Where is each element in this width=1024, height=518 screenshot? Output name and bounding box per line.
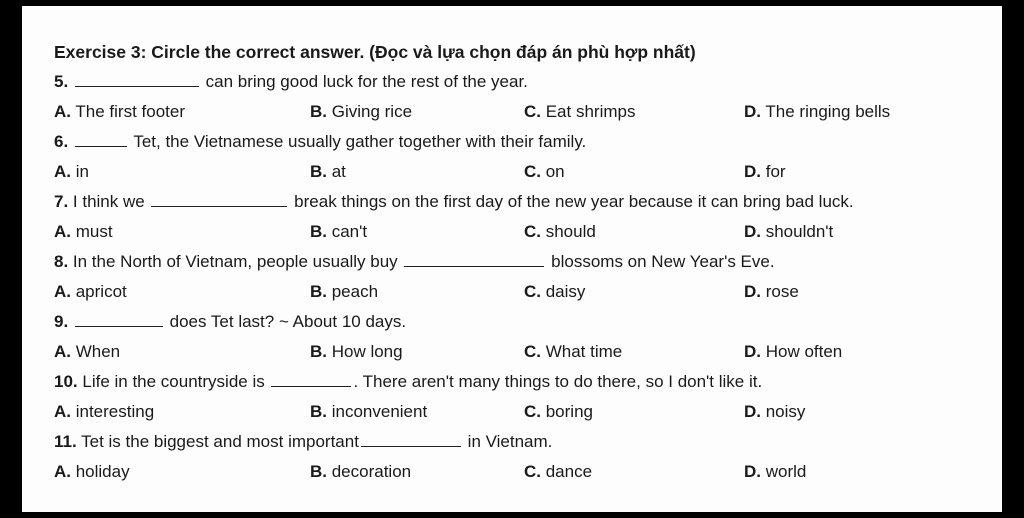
answer-blank	[75, 312, 163, 327]
option-d[interactable]: D. shouldn't	[744, 222, 834, 241]
question-7: 7. I think we break things on the first day of the new year because it can bring bad luck.	[54, 192, 854, 211]
answer-blank	[404, 252, 544, 267]
option-a[interactable]: A. When	[54, 342, 121, 361]
question-8: 8. In the North of Vietnam, people usually buy blossoms on New Year's Eve.	[54, 252, 775, 271]
options-7	[54, 222, 994, 242]
option-c[interactable]: C. on	[524, 162, 565, 181]
question-5: 5. can bring good luck for the rest of the year.	[54, 72, 528, 91]
question-number: 11.	[54, 432, 77, 451]
option-b[interactable]: B. decoration	[310, 462, 412, 481]
option-d[interactable]: D. How often	[744, 342, 843, 361]
question-9: 9. does Tet last? ~ About 10 days.	[54, 312, 407, 331]
option-c[interactable]: C. daisy	[524, 282, 586, 301]
option-a[interactable]: A. The first footer	[54, 102, 186, 121]
question-number: 7.	[54, 192, 69, 211]
question-number: 10.	[54, 372, 78, 391]
option-a[interactable]: A. in	[54, 162, 89, 181]
option-d[interactable]: D. world	[744, 462, 807, 481]
option-a[interactable]: A. apricot	[54, 282, 127, 301]
question-11: 11. Tet is the biggest and most important in Vietnam.	[54, 432, 553, 451]
option-d[interactable]: D. rose	[744, 282, 799, 301]
answer-blank	[151, 192, 287, 207]
answer-blank	[75, 132, 127, 147]
option-a[interactable]: A. must	[54, 222, 113, 241]
options-9	[54, 342, 994, 362]
question-number: 9.	[54, 312, 69, 331]
option-d[interactable]: D. The ringing bells	[744, 102, 891, 121]
option-b[interactable]: B. at	[310, 162, 346, 181]
options-5	[54, 102, 994, 122]
option-d[interactable]: D. noisy	[744, 402, 806, 421]
exercise-sheet	[22, 6, 1002, 512]
question-number: 8.	[54, 252, 69, 271]
option-b[interactable]: B. can't	[310, 222, 368, 241]
option-b[interactable]: B. inconvenient	[310, 402, 428, 421]
option-c[interactable]: C. boring	[524, 402, 593, 421]
question-number: 6.	[54, 132, 69, 151]
options-11	[54, 462, 994, 482]
answer-blank	[75, 72, 199, 87]
options-8	[54, 282, 994, 302]
question-10: 10. Life in the countryside is . There aren't many things to do there, so I don't like it.	[54, 372, 763, 391]
option-c[interactable]: C. Eat shrimps	[524, 102, 636, 121]
options-6	[54, 162, 994, 182]
option-b[interactable]: B. How long	[310, 342, 403, 361]
answer-blank	[271, 372, 351, 387]
option-c[interactable]: C. What time	[524, 342, 623, 361]
option-c[interactable]: C. dance	[524, 462, 593, 481]
option-d[interactable]: D. for	[744, 162, 786, 181]
answer-blank	[361, 432, 461, 447]
options-10	[54, 402, 994, 422]
option-b[interactable]: B. Giving rice	[310, 102, 413, 121]
exercise-title: Exercise 3: Circle the correct answer. (Đọc và lựa chọn đáp án phù hợp nhất)	[54, 42, 696, 62]
option-b[interactable]: B. peach	[310, 282, 379, 301]
option-a[interactable]: A. interesting	[54, 402, 155, 421]
option-c[interactable]: C. should	[524, 222, 596, 241]
question-number: 5.	[54, 72, 69, 91]
option-a[interactable]: A. holiday	[54, 462, 130, 481]
question-6: 6. Tet, the Vietnamese usually gather together with their family.	[54, 132, 587, 151]
